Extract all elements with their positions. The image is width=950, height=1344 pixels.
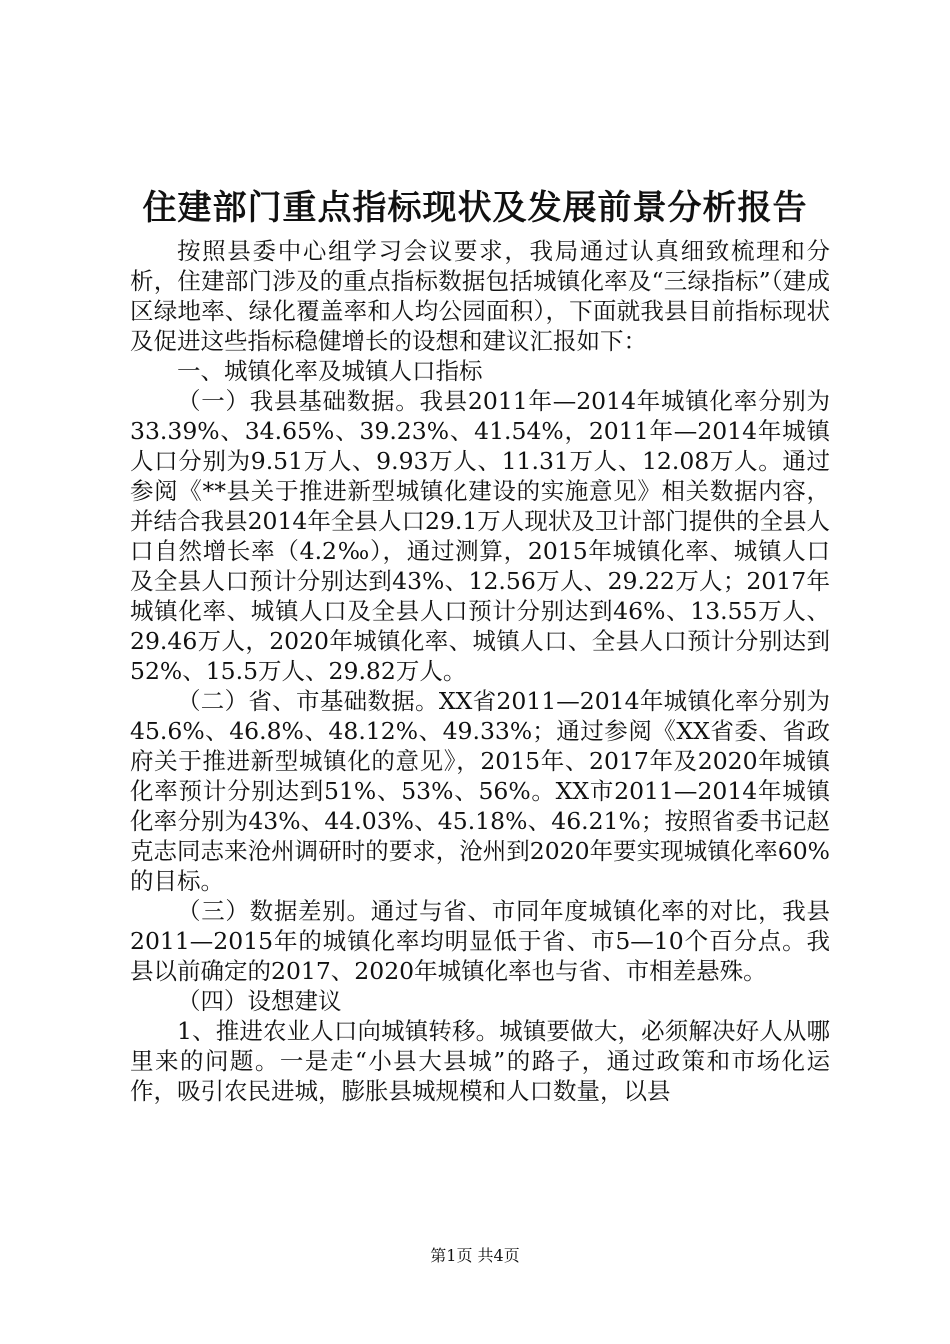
document-title: 住建部门重点指标现状及发展前景分析报告: [142, 188, 808, 228]
document-body: [130, 236, 830, 1106]
paragraph-data-difference: （三）数据差别。通过与省、市同年度城镇化率的对比，我县2011—2015年的城镇化率均明显低于省、市5—10个百分点。我县以前确定的2017、2020年城镇化率也与省、市相差悬殊。: [130, 897, 830, 985]
paragraph-suggestion-1: 1、推进农业人口向城镇转移。城镇要做大，必须解决好人从哪里来的问题。一是走“小县大县城”的路子，通过政策和市场化运作，吸引农民进城，膨胀县城规模和人口数量，以县: [130, 1017, 830, 1105]
paragraph-county-data: （一）我县基础数据。我县2011年—2014年城镇化率分别为33.39%、34.65%、39.23%、41.54%，2011年—2014年城镇人口分别为9.51万人、9.93万人、11.31万人、12.08万人。通过参阅《**县关于推进新型城镇化建设的实施意见》相关数据内容，并结合我县2014年全县人口29.1万人现状及卫计部门提供的全县人口自然增长率（4.2‰），通过测算，2015年城镇化率、城镇人口及全县人口预计分别达到43%、12.56万人、29.22万人；2017年城镇化率、城镇人口及全县人口预计分别达到46%、13.55万人、29.46万人，2020年城镇化率、城镇人口、全县人口预计分别达到52%、15.5万人、29.82万人。: [130, 387, 830, 685]
paragraph-province-city-data: （二）省、市基础数据。XX省2011—2014年城镇化率分别为45.6%、46.8%、48.12%、49.33%；通过参阅《XX省委、省政府关于推进新型城镇化的意见》，2015年、2017年及2020年城镇化率预计分别达到51%、53%、56%。XX市2011—2014年城镇化率分别为43%、44.03%、45.18%、46.21%；按照省委书记赵克志同志来沧州调研时的要求，沧州到2020年要实现城镇化率60%的目标。: [130, 687, 830, 895]
section-heading-1: 一、城镇化率及城镇人口指标: [177, 357, 483, 385]
page-footer: 第1页 共4页: [430, 1246, 520, 1265]
paragraph-intro: 按照县委中心组学习会议要求，我局通过认真细致梳理和分析，住建部门涉及的重点指标数据包括城镇化率及“三绿指标”（建成区绿地率、绿化覆盖率和人均公园面积），下面就我县目前指标现状及促进这些指标稳健增长的设想和建议汇报如下：: [130, 237, 830, 355]
subsection-heading-suggestions: （四）设想建议: [177, 987, 342, 1015]
